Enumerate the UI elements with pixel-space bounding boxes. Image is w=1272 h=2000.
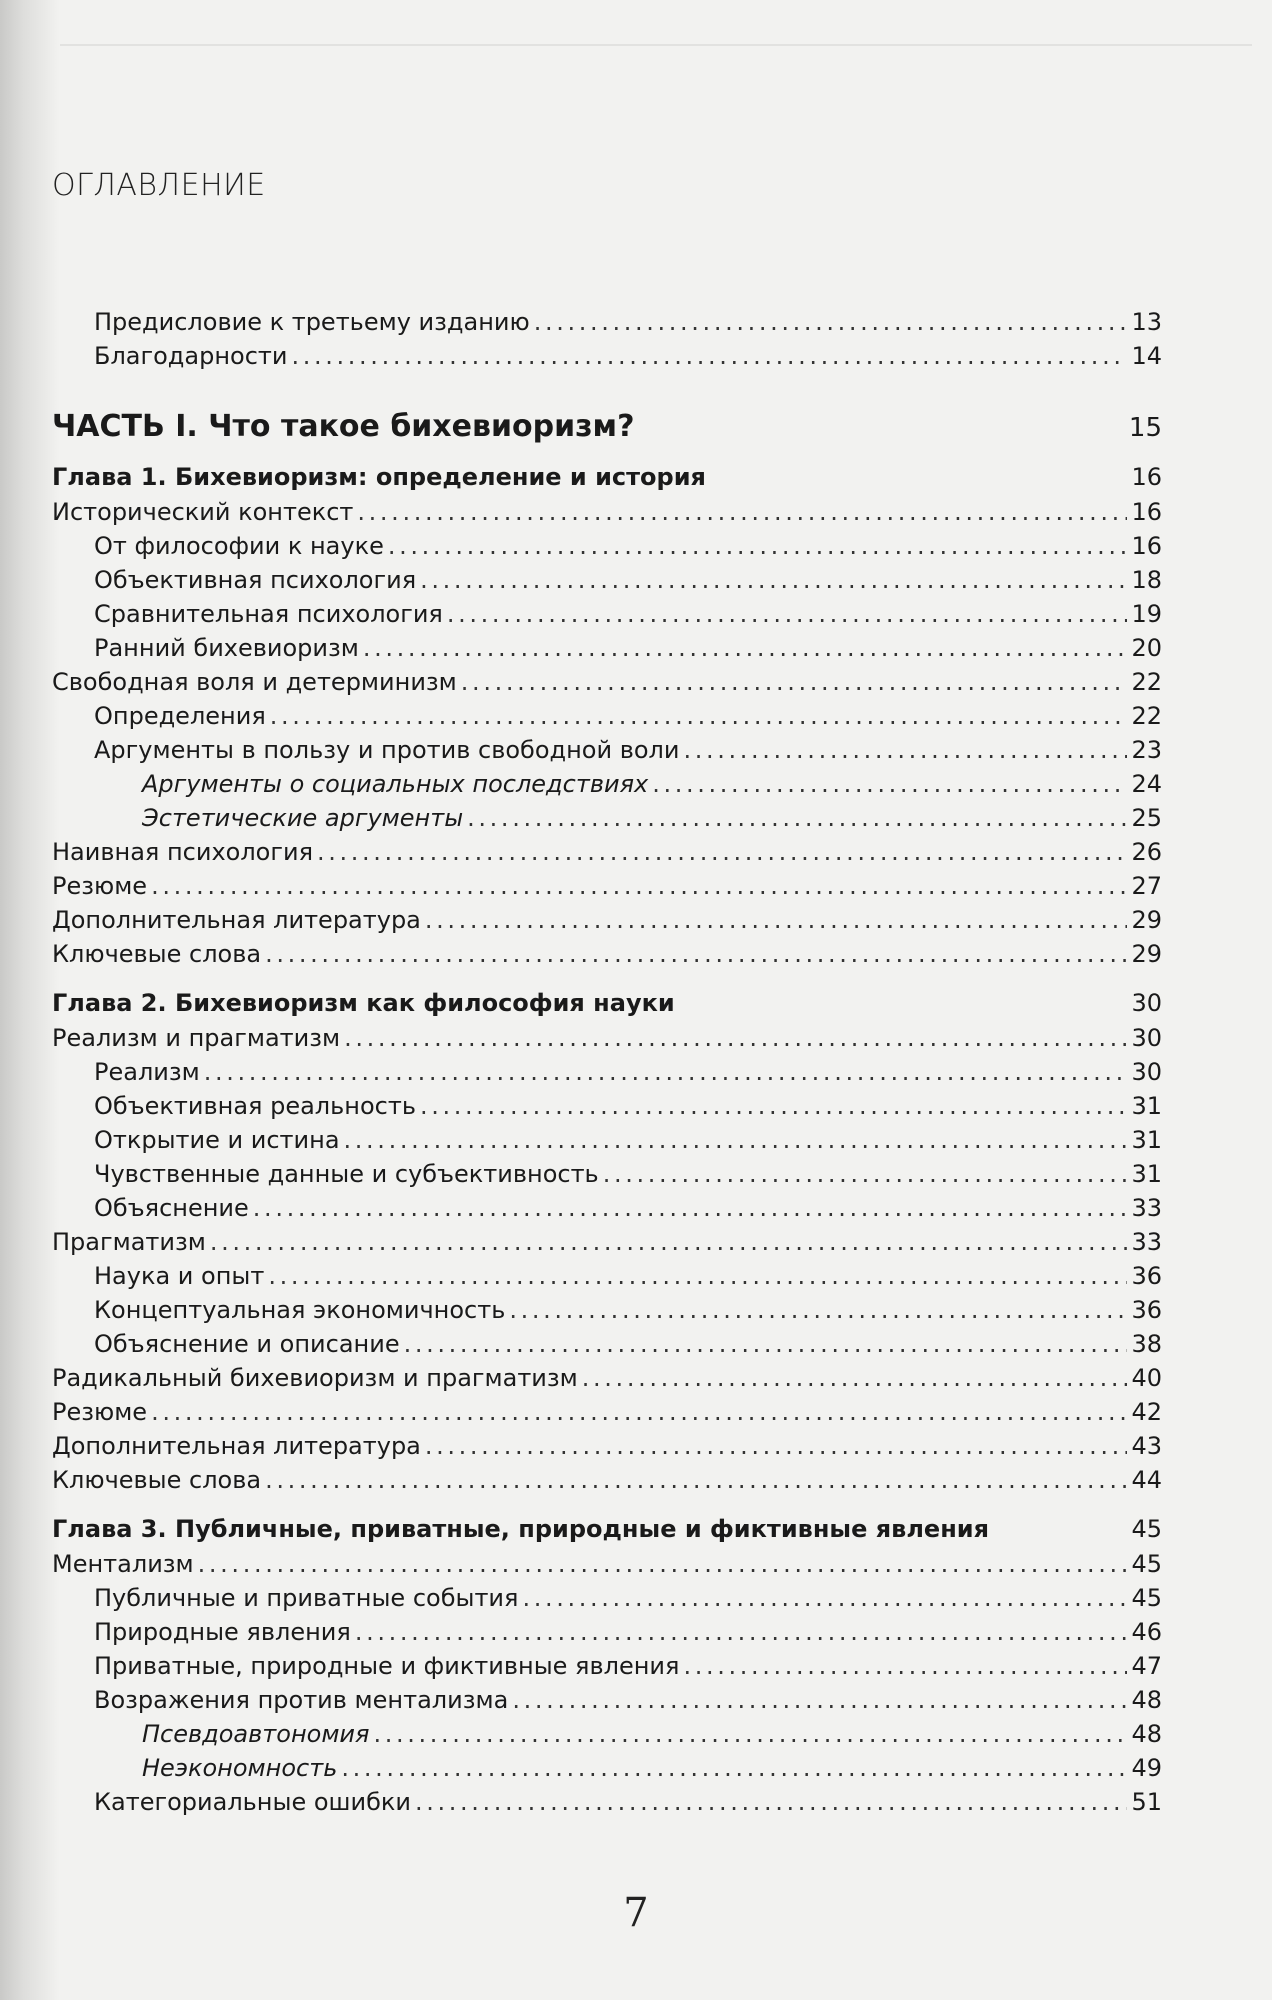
- toc-page: 31: [1131, 1160, 1162, 1188]
- toc-page: 48: [1131, 1686, 1162, 1714]
- toc-label: Объективная реальность: [94, 1092, 416, 1120]
- toc-entry[interactable]: [52, 1055, 1162, 1089]
- toc-page: 20: [1131, 634, 1162, 662]
- toc-label: Ментализм: [52, 1550, 194, 1578]
- toc-page: 31: [1131, 1092, 1162, 1120]
- toc-label: Прагматизм: [52, 1228, 206, 1256]
- toc-page: 29: [1131, 906, 1162, 934]
- toc-label: Природные явления: [94, 1618, 351, 1646]
- toc-entry-preface[interactable]: [52, 305, 1162, 339]
- toc-label: Сравнительная психология: [94, 600, 443, 628]
- toc-label: Реализм: [94, 1058, 200, 1086]
- toc-part-1[interactable]: [52, 401, 1162, 453]
- toc-label: Неэкономность: [142, 1754, 338, 1782]
- toc-entry[interactable]: [52, 597, 1162, 631]
- toc-label: Исторический контекст: [52, 498, 354, 526]
- toc-label: Свободная воля и детерминизм: [52, 668, 457, 696]
- toc-chapter-2[interactable]: [52, 985, 1162, 1021]
- toc-entry[interactable]: [52, 1547, 1162, 1581]
- toc-page: 45: [1131, 1550, 1162, 1578]
- toc-page: 27: [1131, 872, 1162, 900]
- table-of-contents: [52, 305, 1162, 1819]
- chapter-title: Глава 3. Публичные, приватные, природные и фиктивные явления: [52, 1515, 990, 1543]
- toc-entry[interactable]: [52, 665, 1162, 699]
- part-title: ЧАСТЬ I. Что такое бихевиоризм?: [52, 409, 635, 444]
- toc-page: 47: [1131, 1652, 1162, 1680]
- toc-label: Ключевые слова: [52, 940, 262, 968]
- toc-label: Аргументы о социальных последствиях: [142, 770, 649, 798]
- toc-page: 36: [1131, 1262, 1162, 1290]
- toc-entry[interactable]: [52, 767, 1162, 801]
- toc-page: 16: [1131, 463, 1162, 491]
- toc-entry[interactable]: [52, 903, 1162, 937]
- toc-page: 46: [1131, 1618, 1162, 1646]
- toc-entry[interactable]: [52, 563, 1162, 597]
- toc-page: 29: [1131, 940, 1162, 968]
- toc-label: От философии к науке: [94, 532, 384, 560]
- toc-label: Определения: [94, 702, 266, 730]
- toc-page: 14: [1131, 342, 1162, 370]
- toc-page: 16: [1131, 498, 1162, 526]
- chapter-title: Глава 2. Бихевиоризм как философия науки: [52, 989, 675, 1017]
- toc-entry[interactable]: [52, 1615, 1162, 1649]
- toc-page: 42: [1131, 1398, 1162, 1426]
- toc-entry[interactable]: [52, 1123, 1162, 1157]
- toc-label: Приватные, природные и фиктивные явления: [94, 1652, 680, 1680]
- toc-label: Ключевые слова: [52, 1466, 262, 1494]
- toc-page: 48: [1131, 1720, 1162, 1748]
- toc-entry[interactable]: [52, 1649, 1162, 1683]
- toc-page: 13: [1131, 308, 1162, 336]
- toc-label: Наивная психология: [52, 838, 313, 866]
- toc-entry[interactable]: [52, 1327, 1162, 1361]
- toc-page: 36: [1131, 1296, 1162, 1324]
- toc-entry[interactable]: [52, 1581, 1162, 1615]
- toc-page: 24: [1131, 770, 1162, 798]
- toc-entry[interactable]: [52, 1157, 1162, 1191]
- toc-page: 43: [1131, 1432, 1162, 1460]
- toc-entry[interactable]: [52, 1225, 1162, 1259]
- toc-page: 31: [1131, 1126, 1162, 1154]
- page-number: 7: [623, 1890, 649, 1936]
- toc-label: Возражения против ментализма: [94, 1686, 509, 1714]
- toc-page: 38: [1131, 1330, 1162, 1358]
- toc-entry[interactable]: [52, 1361, 1162, 1395]
- toc-label: Публичные и приватные события: [94, 1584, 519, 1612]
- toc-label: Открытие и истина: [94, 1126, 340, 1154]
- toc-entry[interactable]: [52, 733, 1162, 767]
- toc-entry[interactable]: [52, 1683, 1162, 1717]
- toc-page: 15: [1128, 413, 1162, 443]
- toc-page: 16: [1131, 532, 1162, 560]
- toc-label: Объяснение: [94, 1194, 249, 1222]
- toc-label: Радикальный бихевиоризм и прагматизм: [52, 1364, 578, 1392]
- toc-entry[interactable]: [52, 1463, 1162, 1497]
- toc-page: 30: [1131, 989, 1162, 1017]
- toc-entry[interactable]: [52, 1089, 1162, 1123]
- toc-page: 45: [1131, 1515, 1162, 1543]
- toc-entry[interactable]: [52, 1293, 1162, 1327]
- toc-entry[interactable]: [52, 1259, 1162, 1293]
- toc-label: Резюме: [52, 1398, 148, 1426]
- toc-page: 33: [1131, 1228, 1162, 1256]
- header-rule: [60, 44, 1252, 46]
- toc-entry[interactable]: [52, 1785, 1162, 1819]
- toc-label: Объяснение и описание: [94, 1330, 400, 1358]
- toc-label: Аргументы в пользу и против свободной воли: [94, 736, 680, 764]
- toc-entry[interactable]: [52, 1429, 1162, 1463]
- chapter-title: Глава 1. Бихевиоризм: определение и история: [52, 463, 706, 491]
- toc-label: Ранний бихевиоризм: [94, 634, 359, 662]
- toc-entry[interactable]: [52, 1717, 1162, 1751]
- toc-entry[interactable]: [52, 1395, 1162, 1429]
- toc-entry[interactable]: [52, 1021, 1162, 1055]
- toc-page: 30: [1131, 1024, 1162, 1052]
- toc-label: Наука и опыт: [94, 1262, 265, 1290]
- book-spine-shadow: [0, 0, 60, 2000]
- toc-page: 49: [1131, 1754, 1162, 1782]
- toc-page: 22: [1131, 668, 1162, 696]
- toc-page: 25: [1131, 804, 1162, 832]
- toc-entry[interactable]: [52, 869, 1162, 903]
- toc-entry[interactable]: [52, 801, 1162, 835]
- toc-page: 33: [1131, 1194, 1162, 1222]
- toc-page: 18: [1131, 566, 1162, 594]
- toc-label: Предисловие к третьему изданию: [94, 308, 530, 336]
- toc-page: 19: [1131, 600, 1162, 628]
- toc-page: 30: [1131, 1058, 1162, 1086]
- toc-label: Псевдоавтономия: [142, 1720, 370, 1748]
- toc-page: 23: [1131, 736, 1162, 764]
- toc-page: 45: [1131, 1584, 1162, 1612]
- toc-entry[interactable]: [52, 835, 1162, 869]
- toc-entry[interactable]: [52, 529, 1162, 563]
- toc-entry[interactable]: [52, 1751, 1162, 1785]
- toc-page: 51: [1131, 1788, 1162, 1816]
- toc-entry[interactable]: [52, 631, 1162, 665]
- toc-page: 26: [1131, 838, 1162, 866]
- toc-entry-acknowledgements[interactable]: [52, 339, 1162, 373]
- toc-label: Категориальные ошибки: [94, 1788, 411, 1816]
- toc-label: Резюме: [52, 872, 148, 900]
- toc-label: Дополнительная литература: [52, 906, 421, 934]
- toc-page: 22: [1131, 702, 1162, 730]
- toc-label: Объективная психология: [94, 566, 417, 594]
- toc-chapter-1[interactable]: [52, 459, 1162, 495]
- toc-page: 40: [1131, 1364, 1162, 1392]
- toc-label: Дополнительная литература: [52, 1432, 421, 1460]
- toc-label: Благодарности: [94, 342, 288, 370]
- toc-label: Реализм и прагматизм: [52, 1024, 341, 1052]
- toc-entry[interactable]: [52, 1191, 1162, 1225]
- toc-entry[interactable]: [52, 937, 1162, 971]
- toc-entry[interactable]: [52, 495, 1162, 529]
- toc-entry[interactable]: [52, 699, 1162, 733]
- toc-page: 44: [1131, 1466, 1162, 1494]
- toc-label: Чувственные данные и субъективность: [94, 1160, 599, 1188]
- toc-chapter-3[interactable]: [52, 1511, 1162, 1547]
- page-title: ОГЛАВЛЕНИЕ: [52, 168, 266, 203]
- toc-label: Эстетические аргументы: [142, 804, 464, 832]
- toc-label: Концептуальная экономичность: [94, 1296, 506, 1324]
